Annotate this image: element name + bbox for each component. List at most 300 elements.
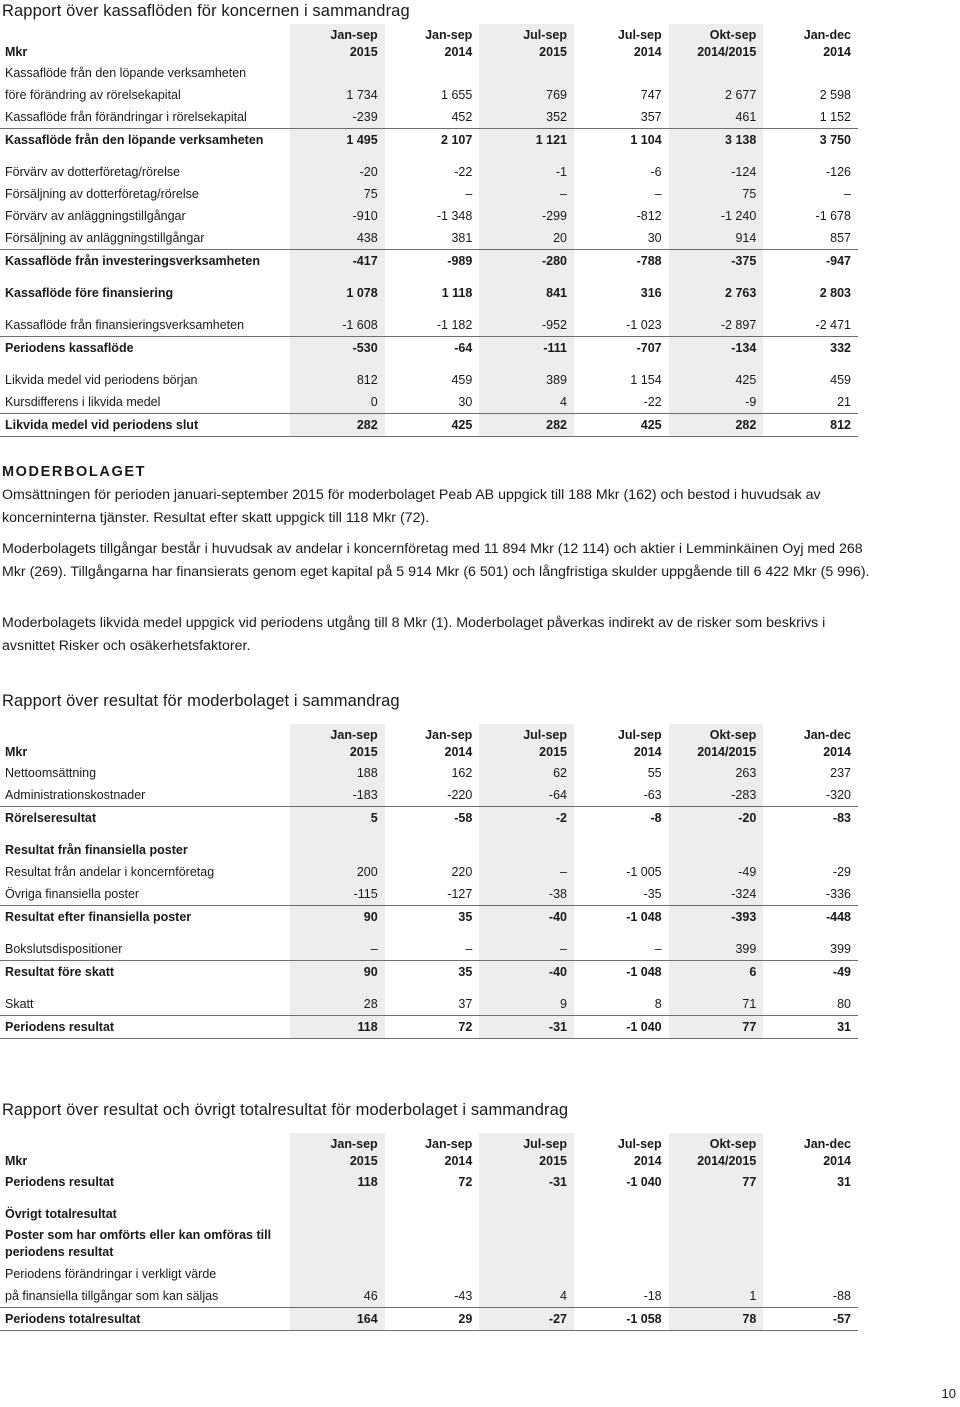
row-label: på finansiella tillgångar som kan säljas (0, 1285, 290, 1308)
row-label: Försäljning av dotterföretag/rörelse (5, 187, 199, 201)
value-cell: 812 (763, 414, 858, 437)
spacer-cell (574, 829, 669, 839)
spacer-cell (385, 829, 480, 839)
table-row (0, 938, 858, 961)
value-cell: -38 (479, 883, 574, 906)
spacer-row (0, 983, 858, 993)
value-cell (669, 839, 764, 861)
value-cell: -989 (447, 254, 473, 268)
spacer-cell (0, 1193, 290, 1203)
value-cell: 425 (385, 414, 480, 437)
value-cell (574, 62, 669, 84)
value-cell (479, 1263, 574, 1285)
value-cell (290, 839, 385, 861)
value-cell: – (654, 187, 662, 201)
spacer-cell (290, 272, 385, 282)
value-cell: 62 (553, 766, 567, 780)
value-cell: 118 (357, 1175, 378, 1189)
spacer-cell (385, 983, 480, 993)
value-cell: 30 (385, 391, 480, 414)
row-label: Administrationskostnader (0, 784, 290, 807)
value-cell: -134 (731, 341, 757, 355)
value-cell: -1 (555, 165, 567, 179)
value-cell: -417 (352, 254, 378, 268)
table-row (0, 1203, 858, 1225)
value-cell (574, 1225, 669, 1263)
value-cell (479, 1225, 574, 1263)
value-cell: -9 (669, 391, 764, 414)
value-cell: -1 048 (626, 965, 662, 979)
spacer-cell (479, 151, 574, 161)
value-cell: – (560, 865, 567, 879)
table-row (0, 1225, 858, 1263)
period-header: Okt-sep 2014/2015 (697, 28, 757, 59)
value-cell: 2 763 (725, 286, 757, 300)
spacer-cell (763, 359, 858, 369)
value-cell: 1 078 (346, 286, 378, 300)
value-cell: 30 (574, 227, 669, 250)
period-header: Jan-dec 2014 (803, 1137, 851, 1168)
value-cell (479, 62, 574, 84)
row-label: Skatt (0, 993, 290, 1016)
row-label: Resultat efter finansiella poster (5, 910, 192, 924)
value-cell: -2 471 (763, 314, 858, 337)
value-cell: -1 348 (436, 209, 473, 223)
table-row (0, 282, 858, 304)
row-label: Likvida medel vid periodens slut (0, 414, 290, 437)
value-cell: 78 (669, 1308, 764, 1331)
row-label: Kassaflöde från den löpande verksamheten (5, 66, 247, 80)
spacer-cell (479, 928, 574, 938)
spacer-cell (479, 304, 574, 314)
value-cell: 263 (735, 766, 757, 780)
value-cell: -83 (832, 811, 851, 825)
page-number: 10 (941, 1386, 956, 1401)
table-header-row (0, 1133, 858, 1171)
value-cell: -1 023 (574, 314, 669, 337)
spacer-cell (385, 304, 480, 314)
value-cell (763, 1225, 858, 1263)
spacer-cell (763, 983, 858, 993)
row-label: Förvärv av anläggningstillgångar (5, 209, 186, 223)
value-cell (574, 1263, 669, 1285)
table-row (0, 250, 858, 273)
value-cell: -64 (479, 784, 574, 807)
spacer-cell (385, 272, 480, 282)
spacer-cell (669, 151, 764, 161)
value-cell: 5 (370, 811, 378, 825)
value-cell: 8 (574, 993, 669, 1016)
value-cell: 21 (763, 391, 858, 414)
value-cell: 282 (669, 414, 764, 437)
value-cell: 1 734 (346, 88, 378, 102)
period-header: Jan-sep 2014 (425, 28, 473, 59)
value-cell: – (560, 187, 567, 201)
spacer-cell (763, 151, 858, 161)
value-cell: -6 (650, 165, 662, 179)
value-cell: 3 138 (725, 133, 757, 147)
value-cell: -336 (763, 883, 858, 906)
value-cell (763, 839, 858, 861)
value-cell: -1 240 (720, 209, 757, 223)
value-cell: -20 (738, 811, 757, 825)
value-cell (385, 1203, 480, 1225)
table-row (0, 1171, 858, 1193)
table-row (0, 784, 858, 807)
value-cell: -530 (352, 341, 378, 355)
value-cell: -40 (548, 965, 567, 979)
value-cell: 237 (830, 766, 851, 780)
value-cell: 72 (385, 1016, 480, 1039)
value-cell: -952 (479, 314, 574, 337)
period-header: Jul-sep 2014 (617, 28, 662, 59)
value-cell: 162 (451, 766, 473, 780)
value-cell: 200 (356, 865, 378, 879)
table-row (0, 1308, 858, 1331)
spacer-row (0, 272, 858, 282)
period-header: Jan-sep 2014 (425, 1137, 473, 1168)
value-cell: -2 897 (669, 314, 764, 337)
value-cell: 1 655 (441, 88, 473, 102)
value-cell: 747 (640, 88, 662, 102)
table-row (0, 84, 858, 106)
table-row (0, 314, 858, 337)
value-cell: -43 (385, 1285, 480, 1308)
moderbolaget-paragraph-3: Moderbolagets likvida medel uppgick vid periodens utgång till 8 Mkr (1). Moderbolaget påverkas indirekt av de risker som beskrivs i avsnittet Risker och osäkerhetsfaktorer. (2, 615, 826, 654)
value-cell: -88 (763, 1285, 858, 1308)
value-cell: -111 (543, 341, 567, 355)
spacer-cell (290, 1193, 385, 1203)
value-cell (479, 839, 574, 861)
value-cell: 0 (290, 391, 385, 414)
spacer-cell (290, 151, 385, 161)
period-header: Jan-dec 2014 (803, 728, 851, 759)
spacer-cell (669, 359, 764, 369)
period-header: Jul-sep 2014 (617, 1137, 662, 1168)
table-row (0, 883, 858, 906)
value-cell: -239 (290, 106, 385, 129)
value-cell: 1 121 (535, 133, 567, 147)
table-row (0, 227, 858, 250)
value-cell (669, 1225, 764, 1263)
value-cell: -393 (731, 910, 757, 924)
value-cell: 1 154 (630, 373, 662, 387)
value-cell: -1 058 (574, 1308, 669, 1331)
row-label: Resultat före skatt (5, 965, 115, 979)
spacer-cell (0, 928, 290, 938)
value-cell: 452 (385, 106, 480, 129)
spacer-cell (574, 928, 669, 938)
income-table (0, 724, 858, 1039)
value-cell: 77 (669, 1016, 764, 1039)
value-cell (669, 1263, 764, 1285)
value-cell: 188 (356, 766, 378, 780)
value-cell: -31 (479, 1016, 574, 1039)
value-cell: 77 (742, 1175, 757, 1189)
period-header: Jan-sep 2015 (330, 728, 378, 759)
value-cell: -35 (574, 883, 669, 906)
period-header: Jan-sep 2015 (330, 1137, 378, 1168)
table-row (0, 391, 858, 414)
table-row (0, 839, 858, 861)
value-cell: 9 (479, 993, 574, 1016)
period-header: Okt-sep 2014/2015 (697, 728, 757, 759)
table-row (0, 106, 858, 129)
value-cell: -1 678 (815, 209, 851, 223)
value-cell: -1 040 (626, 1175, 662, 1189)
table-row (0, 337, 858, 360)
value-cell: 28 (290, 993, 385, 1016)
spacer-cell (385, 359, 480, 369)
row-label: Kassaflöde från finansieringsverksamheten (0, 314, 290, 337)
value-cell: 438 (290, 227, 385, 250)
value-cell: -58 (454, 811, 473, 825)
value-cell: -27 (479, 1308, 574, 1331)
value-cell: 352 (479, 106, 574, 129)
table-row (0, 161, 858, 183)
spacer-cell (479, 1193, 574, 1203)
spacer-cell (669, 829, 764, 839)
spacer-cell (574, 272, 669, 282)
table-row (0, 961, 858, 984)
value-cell: 118 (290, 1016, 385, 1039)
comprehensive-table (0, 1133, 858, 1331)
value-cell: -910 (352, 209, 378, 223)
value-cell: 357 (574, 106, 669, 129)
spacer-cell (669, 304, 764, 314)
value-cell: 399 (763, 938, 858, 961)
value-cell: – (844, 187, 851, 201)
spacer-row (0, 151, 858, 161)
value-cell: -324 (669, 883, 764, 906)
row-label: Kassaflöde från investeringsverksamheten (5, 254, 260, 268)
period-header: Okt-sep 2014/2015 (697, 1137, 757, 1168)
row-label: Kassaflöde från den löpande verksamheten (5, 133, 264, 147)
value-cell: 812 (356, 373, 378, 387)
value-cell: 20 (479, 227, 574, 250)
row-label: Förvärv av dotterföretag/rörelse (5, 165, 181, 179)
period-header: Jul-sep 2014 (617, 728, 662, 759)
value-cell: 220 (451, 865, 473, 879)
value-cell: -707 (636, 341, 662, 355)
value-cell: 90 (363, 910, 378, 924)
value-cell: 75 (742, 187, 757, 201)
value-cell (290, 1203, 385, 1225)
value-cell: -49 (738, 865, 757, 879)
value-cell (574, 1203, 669, 1225)
cashflow-title: Rapport över kassaflöden för koncernen i sammandrag (2, 2, 410, 20)
table-row (0, 807, 858, 830)
spacer-cell (290, 829, 385, 839)
table-row (0, 129, 858, 152)
spacer-cell (574, 304, 669, 314)
value-cell: -40 (548, 910, 567, 924)
spacer-cell (574, 983, 669, 993)
value-cell: 914 (669, 227, 764, 250)
value-cell (385, 1225, 480, 1263)
unit-header: Mkr (5, 744, 28, 759)
table-row (0, 369, 858, 391)
spacer-cell (763, 829, 858, 839)
value-cell: 35 (458, 965, 473, 979)
spacer-cell (574, 151, 669, 161)
spacer-cell (763, 272, 858, 282)
value-cell: 80 (763, 993, 858, 1016)
income-title: Rapport över resultat för moderbolaget i sammandrag (2, 692, 400, 710)
value-cell (290, 1263, 385, 1285)
value-cell: -57 (763, 1308, 858, 1331)
spacer-cell (574, 359, 669, 369)
value-cell: -22 (454, 165, 473, 179)
value-cell: -299 (541, 209, 567, 223)
spacer-cell (763, 304, 858, 314)
value-cell: 282 (479, 414, 574, 437)
value-cell: 425 (574, 414, 669, 437)
value-cell: 72 (458, 1175, 473, 1189)
row-label: Kassaflöde från förändringar i rörelsekapital (0, 106, 290, 129)
value-cell: -375 (731, 254, 757, 268)
unit-header: Mkr (5, 1153, 28, 1168)
spacer-cell (574, 1193, 669, 1203)
value-cell: 1 (669, 1285, 764, 1308)
value-cell: -20 (359, 165, 378, 179)
spacer-cell (479, 272, 574, 282)
row-label: Periodens förändringar i verkligt värde (5, 1267, 217, 1281)
row-label: Periodens totalresultat (0, 1308, 290, 1331)
value-cell (385, 62, 480, 84)
value-cell (669, 1203, 764, 1225)
spacer-cell (290, 304, 385, 314)
value-cell: 282 (290, 414, 385, 437)
cashflow-table (0, 24, 858, 437)
value-cell: 29 (385, 1308, 480, 1331)
value-cell: -1 048 (626, 910, 662, 924)
row-label: Kursdifferens i likvida medel (0, 391, 290, 414)
spacer-cell (0, 272, 290, 282)
table-header-row (0, 24, 858, 62)
spacer-cell (0, 359, 290, 369)
value-cell: 2 803 (819, 286, 851, 300)
value-cell (479, 1203, 574, 1225)
spacer-cell (479, 983, 574, 993)
value-cell: – (479, 938, 574, 961)
table-row (0, 906, 858, 929)
spacer-cell (479, 359, 574, 369)
value-cell: 425 (735, 373, 757, 387)
spacer-cell (385, 928, 480, 938)
value-cell: -29 (832, 865, 851, 879)
period-header: Jan-dec 2014 (803, 28, 851, 59)
value-cell: 2 107 (441, 133, 473, 147)
value-cell: 3 750 (819, 133, 851, 147)
value-cell (669, 62, 764, 84)
row-label: Bokslutsdispositioner (0, 938, 290, 961)
spacer-cell (669, 983, 764, 993)
value-cell: -1 608 (290, 314, 385, 337)
table-row (0, 762, 858, 784)
spacer-row (0, 359, 858, 369)
spacer-cell (763, 928, 858, 938)
value-cell: 90 (363, 965, 378, 979)
value-cell: -64 (454, 341, 473, 355)
row-label: Kassaflöde före finansiering (5, 286, 174, 300)
value-cell: -220 (385, 784, 480, 807)
period-header: Jul-sep 2015 (523, 728, 567, 759)
spacer-cell (763, 1193, 858, 1203)
value-cell: 6 (749, 965, 757, 979)
value-cell: 1 118 (441, 286, 473, 300)
table-row (0, 414, 858, 437)
value-cell: -183 (290, 784, 385, 807)
spacer-row (0, 1193, 858, 1203)
row-label: Nettoomsättning (5, 766, 97, 780)
row-label: Periodens resultat (5, 1175, 115, 1189)
value-cell: -126 (825, 165, 851, 179)
value-cell: -115 (290, 883, 385, 906)
value-cell: -124 (731, 165, 757, 179)
value-cell: 164 (290, 1308, 385, 1331)
spacer-cell (479, 829, 574, 839)
row-label: Resultat från andelar i koncernföretag (5, 865, 215, 879)
row-label: före förändring av rörelsekapital (5, 88, 181, 102)
value-cell: 4 (479, 1285, 574, 1308)
value-cell: -49 (832, 965, 851, 979)
spacer-row (0, 928, 858, 938)
value-cell (763, 62, 858, 84)
value-cell: -947 (825, 254, 851, 268)
value-cell: 332 (830, 341, 851, 355)
table-row (0, 205, 858, 227)
spacer-cell (290, 359, 385, 369)
value-cell: -63 (574, 784, 669, 807)
moderbolaget-paragraph-2: Moderbolagets tillgångar består i huvudsak av andelar i koncernföretag med 11 894 Mkr (12 114) och aktier i Lemminkäinen Oyj med 268 Mkr (269). Tillgångarna har finansierats genom eget kapital på 5 914 Mkr (6 501) och långfristiga skulder uppgående till 6 422 Mkr (5 996). (2, 541, 870, 580)
value-cell: 2 598 (819, 88, 851, 102)
comprehensive-title: Rapport över resultat och övrigt totalresultat för moderbolaget i sammandrag (2, 1101, 569, 1119)
value-cell: -127 (385, 883, 480, 906)
row-label: Övriga finansiella poster (0, 883, 290, 906)
value-cell (574, 839, 669, 861)
table-header-row (0, 724, 858, 762)
spacer-cell (385, 1193, 480, 1203)
value-cell: -1 005 (626, 865, 662, 879)
spacer-cell (0, 983, 290, 993)
value-cell: 769 (546, 88, 567, 102)
value-cell: -31 (548, 1175, 567, 1189)
value-cell: -280 (541, 254, 567, 268)
table-row (0, 1263, 858, 1285)
spacer-cell (290, 928, 385, 938)
spacer-cell (669, 928, 764, 938)
row-label: Periodens resultat (0, 1016, 290, 1039)
value-cell: -1 040 (574, 1016, 669, 1039)
value-cell: -448 (825, 910, 851, 924)
spacer-cell (0, 304, 290, 314)
value-cell: 2 677 (725, 88, 757, 102)
value-cell (385, 1263, 480, 1285)
moderbolaget-paragraph-1: Omsättningen för perioden januari-september 2015 för moderbolaget Peab AB uppgick till 188 Mkr (162) och bestod i huvudsak av koncerninterna tjänster. Resultat efter skatt uppgick till 118 Mkr (72). (2, 487, 821, 526)
value-cell: – (465, 187, 473, 201)
table-row (0, 1016, 858, 1039)
value-cell: 75 (363, 187, 378, 201)
value-cell (290, 1225, 385, 1263)
spacer-cell (669, 272, 764, 282)
value-cell: 31 (763, 1016, 858, 1039)
period-header: Jul-sep 2015 (523, 1137, 567, 1168)
row-label: Resultat från finansiella poster (5, 843, 188, 857)
value-cell: – (574, 938, 669, 961)
spacer-cell (669, 1193, 764, 1203)
value-cell: 459 (451, 373, 473, 387)
